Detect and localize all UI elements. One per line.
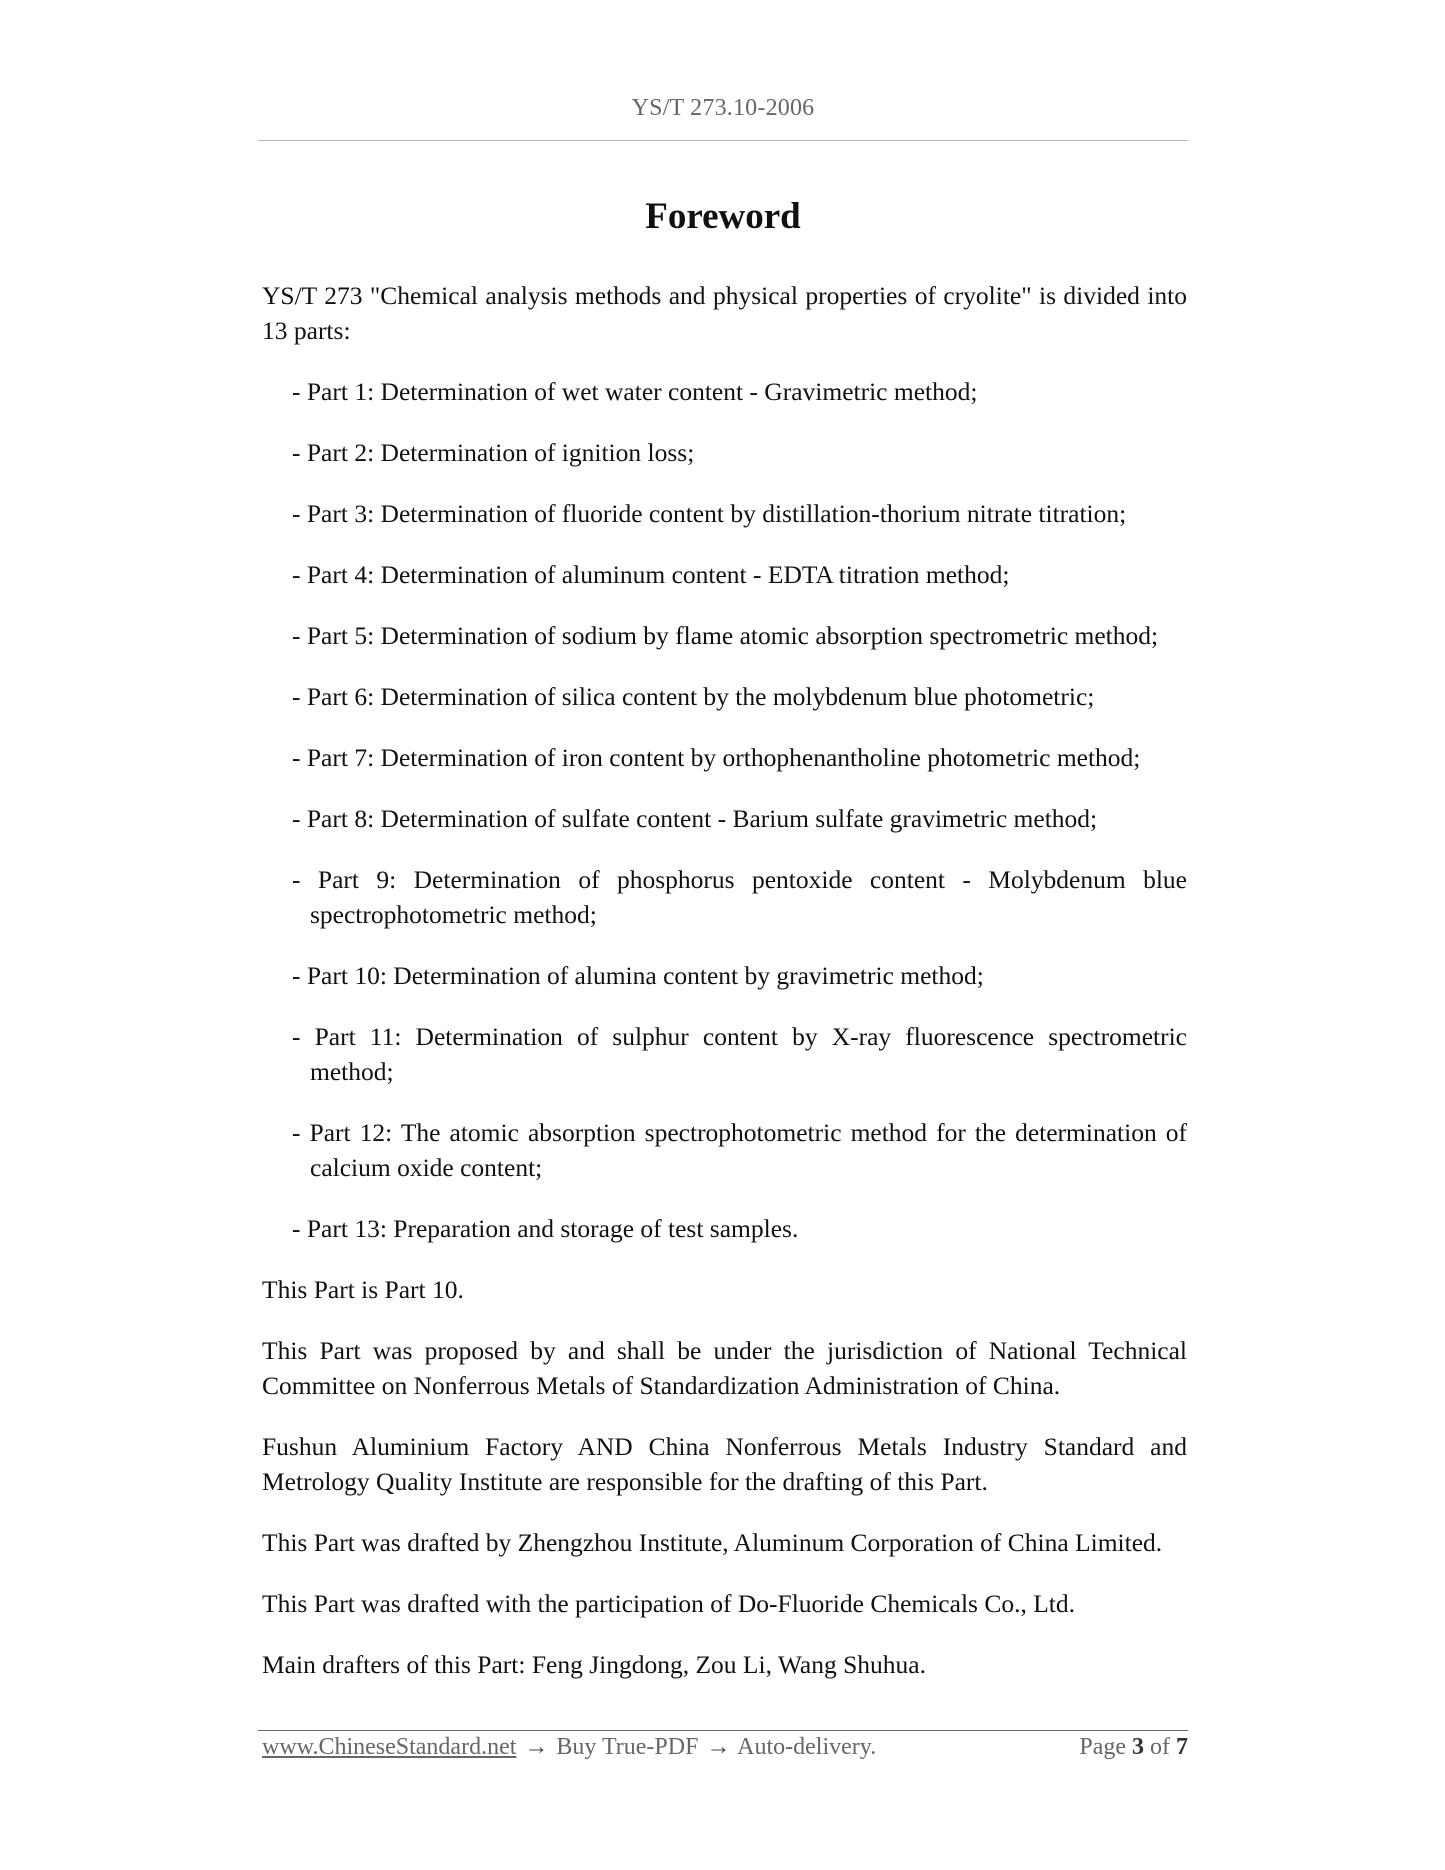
buy-pdf-text: Buy True-PDF: [556, 1734, 699, 1760]
part-item-13: - Part 13: Preparation and storage of test samples.: [292, 1214, 799, 1243]
arrow-right-icon: →: [706, 1734, 731, 1760]
drafting-organization-paragraph: This Part was drafted by Zhengzhou Institute, Aluminum Corporation of China Limited.: [262, 1528, 1163, 1557]
footer-promo: [262, 1734, 876, 1761]
part-item-10: - Part 10: Determination of alumina content by gravimetric method;: [292, 961, 984, 990]
parts-list: [262, 374, 1187, 1246]
of-label: of: [1150, 1734, 1170, 1760]
current-page-number: 3: [1132, 1734, 1144, 1760]
part-item-3: - Part 3: Determination of fluoride content by distillation-thorium nitrate titration;: [292, 499, 1127, 528]
main-drafters-paragraph: Main drafters of this Part: Feng Jingdong, Zou Li, Wang Shuhua.: [262, 1650, 926, 1679]
part-item-5: - Part 5: Determination of sodium by flame atomic absorption spectrometric method;: [292, 621, 1159, 650]
part-item-2: - Part 2: Determination of ignition loss;: [292, 438, 695, 467]
part-item-9: - Part 9: Determination of phosphorus pentoxide content - Molybdenum blue spectrophotometric method;: [292, 865, 1187, 929]
total-pages-number: 7: [1176, 1734, 1188, 1760]
part-item-12: - Part 12: The atomic absorption spectrophotometric method for the determination of calcium oxide content;: [292, 1118, 1187, 1182]
participation-paragraph: This Part was drafted with the participation of Do-Fluoride Chemicals Co., Ltd.: [262, 1589, 1075, 1618]
part-item-6: - Part 6: Determination of silica content by the molybdenum blue photometric;: [292, 682, 1095, 711]
part-item-8: - Part 8: Determination of sulfate content - Barium sulfate gravimetric method;: [292, 804, 1098, 833]
header-divider: [258, 140, 1188, 141]
intro-paragraph: YS/T 273 "Chemical analysis methods and physical properties of cryolite" is divided into 13 parts:: [262, 281, 1187, 345]
page-footer: [262, 1734, 1188, 1761]
document-body: [262, 278, 1187, 1708]
drafting-responsibility-paragraph: Fushun Aluminium Factory AND China Nonferrous Metals Industry Standard and Metrology Quality Institute are responsible for the drafting of this Part.: [262, 1432, 1187, 1496]
page-label: Page: [1079, 1734, 1126, 1760]
part-item-4: - Part 4: Determination of aluminum content - EDTA titration method;: [292, 560, 1010, 589]
arrow-right-icon: →: [524, 1734, 549, 1760]
part-item-7: - Part 7: Determination of iron content by orthophenantholine photometric method;: [292, 743, 1141, 772]
page-indicator: [1079, 1734, 1188, 1761]
auto-delivery-text: Auto-delivery.: [737, 1734, 877, 1760]
footer-divider: [258, 1730, 1188, 1731]
part-item-11: - Part 11: Determination of sulphur content by X-ray fluorescence spectrometric method;: [292, 1022, 1187, 1086]
page-title: Foreword: [645, 196, 801, 237]
document-code-header: YS/T 273.10-2006: [631, 95, 815, 121]
part-number-paragraph: This Part is Part 10.: [262, 1275, 464, 1304]
site-link[interactable]: www.ChineseStandard.net: [262, 1734, 517, 1760]
part-item-1: - Part 1: Determination of wet water content - Gravimetric method;: [292, 377, 978, 406]
proposal-paragraph: This Part was proposed by and shall be under the jurisdiction of National Technical Committee on Nonferrous Metals of Standardization Administration of China.: [262, 1336, 1187, 1400]
